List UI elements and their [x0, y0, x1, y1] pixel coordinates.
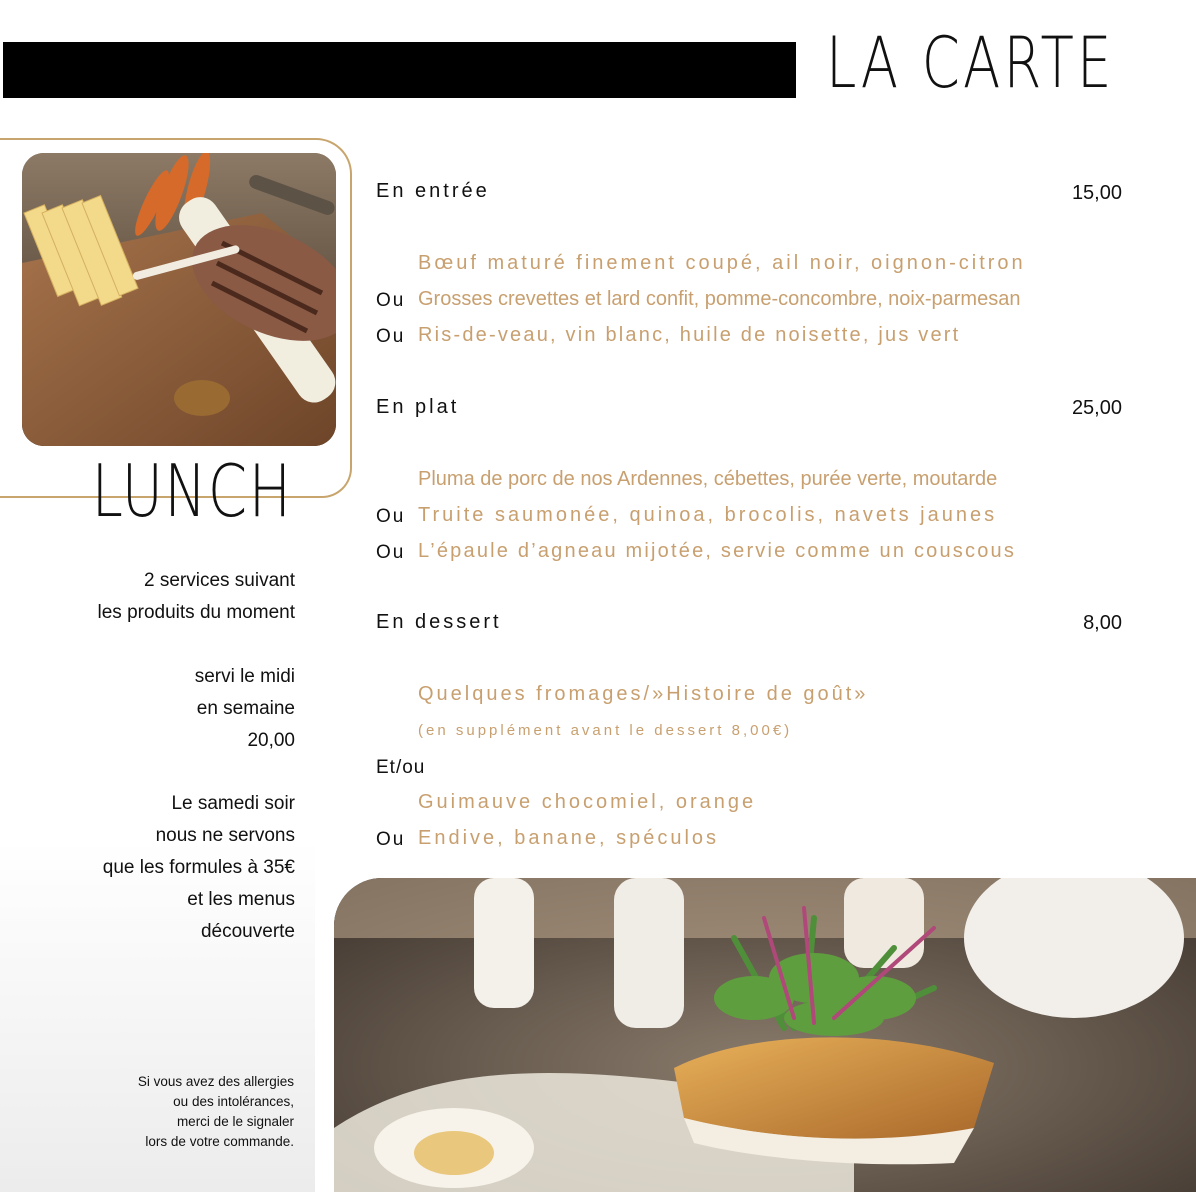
allergy-line: ou des intolérances,	[173, 1094, 294, 1109]
ou-label: Ou	[376, 506, 406, 527]
header-bar	[3, 42, 796, 98]
plat-item: Pluma de porc de nos Ardennes, cébettes, purée verte, moutarde	[418, 468, 998, 490]
lunch-photo	[22, 153, 336, 446]
ou-label: Ou	[376, 829, 406, 850]
course-dessert-price: 8,00	[1083, 612, 1122, 634]
course-plat-price: 25,00	[1071, 397, 1122, 419]
lunch-description	[98, 565, 296, 629]
lamb-chop-illustration	[22, 153, 336, 446]
etou-label: Et/ou	[376, 757, 426, 778]
saturday-line: que les formules à 35€	[102, 857, 295, 878]
course-plat-label: En plat	[376, 396, 460, 418]
course-dessert-label: En dessert	[376, 611, 502, 633]
course-entree-price: 15,00	[1071, 182, 1122, 204]
lunch-schedule	[195, 661, 295, 757]
dessert-item: Guimauve chocomiel, orange	[418, 791, 757, 813]
entree-item: Bœuf maturé finement coupé, ail noir, oignon-citron	[418, 252, 1026, 274]
lunch-title: LUNCH	[91, 449, 292, 533]
page-title: LA CARTE	[826, 22, 1115, 104]
lunch-schedule-line: servi le midi	[194, 666, 295, 687]
allergy-line: Si vous avez des allergies	[137, 1074, 294, 1089]
cheese-item: Quelques fromages/»Histoire de goût»	[418, 683, 869, 705]
lunch-schedule-line: en semaine	[196, 698, 295, 719]
lunch-desc-line: 2 services suivant	[143, 570, 295, 591]
lunch-desc-line: les produits du moment	[97, 602, 295, 623]
saturday-note	[103, 788, 295, 948]
course-entree-label: En entrée	[376, 180, 490, 202]
cheese-note: (en supplément avant le dessert 8,00€)	[418, 722, 793, 739]
allergy-note	[138, 1072, 294, 1152]
entree-item: Grosses crevettes et lard confit, pomme-concombre, noix-parmesan	[418, 288, 1021, 310]
plat-item: L’épaule d’agneau mijotée, servie comme un couscous	[418, 540, 1017, 562]
saturday-line: découverte	[200, 921, 295, 942]
ou-label: Ou	[376, 542, 406, 563]
fish-dish-illustration	[334, 878, 1196, 1192]
saturday-line: et les menus	[187, 889, 295, 910]
allergy-line: lors de votre commande.	[145, 1134, 294, 1149]
fish-dish-photo	[334, 878, 1196, 1192]
dessert-item: Endive, banane, spéculos	[418, 827, 720, 849]
allergy-line: merci de le signaler	[176, 1114, 294, 1129]
lunch-price: 20,00	[247, 730, 295, 751]
entree-item: Ris-de-veau, vin blanc, huile de noisette, jus vert	[418, 324, 961, 346]
saturday-line: nous ne servons	[155, 825, 295, 846]
saturday-line: Le samedi soir	[171, 793, 295, 814]
plat-item: Truite saumonée, quinoa, brocolis, navets jaunes	[418, 504, 998, 526]
ou-label: Ou	[376, 290, 406, 311]
ou-label: Ou	[376, 326, 406, 347]
